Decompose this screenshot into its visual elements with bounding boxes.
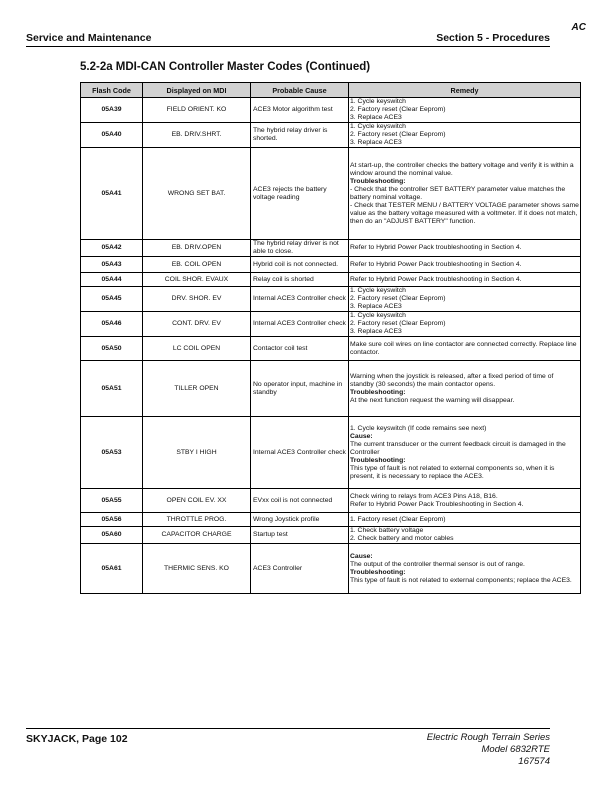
- remedy-cell: [349, 361, 581, 417]
- remedy-line: 1. Cycle keyswitch: [350, 312, 406, 319]
- table-row: [81, 312, 581, 337]
- probable-cause-cell: No operator input, machine in standby: [251, 361, 349, 417]
- header-rule: [26, 46, 550, 47]
- probable-cause-cell: EVxx coil is not connected: [251, 489, 349, 513]
- remedy-line: This type of fault is not related to external components so, when it is present, it is necessary to replace the ACE3.: [350, 464, 555, 480]
- probable-cause-cell: The hybrid relay driver is shorted.: [251, 123, 349, 148]
- remedy-line: Check wiring to relays from ACE3 Pins A18, B16.: [350, 492, 498, 500]
- remedy-line: - Check that TESTER MENU / BATTERY VOLTAGE parameter shows same value as the battery voltage measured with a voltmeter. If it does not match, then do an "ADJUST BATTERY" function.: [350, 201, 579, 225]
- remedy-cell: [349, 544, 581, 594]
- flash-code-cell: 05A53: [81, 417, 143, 489]
- remedy-line: 2. Factory reset (Clear Eeprom): [350, 131, 446, 138]
- flash-code-cell: 05A60: [81, 527, 143, 544]
- table-row: [81, 273, 581, 287]
- table-header-row: [81, 83, 581, 98]
- mdi-display-cell: OPEN COIL EV. XX: [143, 489, 251, 513]
- remedy-line: At the next function request the warning will disappear.: [350, 396, 515, 404]
- remedy-cell: [349, 527, 581, 544]
- probable-cause-cell: Internal ACE3 Controller check: [251, 417, 349, 489]
- corner-tag: AC: [571, 22, 586, 33]
- remedy-line: 3. Replace ACE3: [350, 303, 402, 310]
- remedy-cell: [349, 489, 581, 513]
- flash-code-cell: 05A42: [81, 240, 143, 257]
- footer-model: Model 6832RTE: [481, 744, 550, 755]
- flash-code-cell: 05A61: [81, 544, 143, 594]
- probable-cause-cell: Internal ACE3 Controller check: [251, 312, 349, 337]
- probable-cause-cell: Wrong Joystick profile: [251, 513, 349, 527]
- remedy-heading: Troubleshooting:: [350, 177, 406, 185]
- flash-code-cell: 05A55: [81, 489, 143, 513]
- page-header: [26, 32, 550, 44]
- table-row: [81, 123, 581, 148]
- remedy-line: - Check that the controller SET BATTERY parameter value matches the battery nominal voltage.: [350, 185, 566, 201]
- mdi-display-cell: CAPACITOR CHARGE: [143, 527, 251, 544]
- remedy-line: 2. Check battery and motor cables: [350, 535, 454, 542]
- mdi-display-cell: THERMIC SENS. KO: [143, 544, 251, 594]
- col-flash-code: Flash Code: [81, 83, 143, 98]
- probable-cause-cell: The hybrid relay driver is not able to close.: [251, 240, 349, 257]
- mdi-display-cell: COIL SHOR. EVAUX: [143, 273, 251, 287]
- table-row: [81, 361, 581, 417]
- remedy-cell: [349, 273, 581, 287]
- table-row: [81, 287, 581, 312]
- remedy-line: 2. Factory reset (Clear Eeprom): [350, 320, 446, 327]
- remedy-cell: [349, 148, 581, 240]
- remedy-line: This type of fault is not related to external components; replace the ACE3.: [350, 576, 572, 584]
- flash-code-cell: 05A41: [81, 148, 143, 240]
- mdi-display-cell: CONT. DRV. EV: [143, 312, 251, 337]
- mdi-display-cell: WRONG SET BAT.: [143, 148, 251, 240]
- table-row: [81, 417, 581, 489]
- remedy-cell: [349, 98, 581, 123]
- table-row: [81, 240, 581, 257]
- flash-code-cell: 05A43: [81, 257, 143, 273]
- table-row: [81, 337, 581, 361]
- table-row: [81, 257, 581, 273]
- footer-model-info: [427, 732, 550, 768]
- probable-cause-cell: ACE3 Controller: [251, 544, 349, 594]
- col-probable-cause: Probable Cause: [251, 83, 349, 98]
- header-right: Section 5 - Procedures: [436, 32, 550, 44]
- remedy-cell: [349, 240, 581, 257]
- remedy-line: 1. Cycle keyswitch (If code remains see next): [350, 424, 487, 432]
- footer-rule: [26, 728, 550, 729]
- remedy-line: 3. Replace ACE3: [350, 139, 402, 146]
- table-row: [81, 527, 581, 544]
- remedy-cell: [349, 257, 581, 273]
- remedy-line: Refer to Hybrid Power Pack troubleshooting in Section 4.: [350, 244, 522, 251]
- header-left: Service and Maintenance: [26, 32, 152, 44]
- remedy-line: 2. Factory reset (Clear Eeprom): [350, 106, 446, 113]
- remedy-cell: [349, 337, 581, 361]
- table-row: [81, 98, 581, 123]
- mdi-display-cell: TILLER OPEN: [143, 361, 251, 417]
- remedy-line: 3. Replace ACE3: [350, 328, 402, 335]
- mdi-display-cell: LC COIL OPEN: [143, 337, 251, 361]
- flash-code-cell: 05A40: [81, 123, 143, 148]
- probable-cause-cell: Startup test: [251, 527, 349, 544]
- remedy-heading: Troubleshooting:: [350, 568, 406, 576]
- mdi-display-cell: EB. DRIV.OPEN: [143, 240, 251, 257]
- remedy-cell: [349, 417, 581, 489]
- probable-cause-cell: Contactor coil test: [251, 337, 349, 361]
- remedy-line: 1. Factory reset (Clear Eeprom): [350, 515, 446, 523]
- col-displayed-on-mdi: Displayed on MDI: [143, 83, 251, 98]
- remedy-line: 1. Cycle keyswitch: [350, 123, 406, 130]
- remedy-heading: Cause:: [350, 552, 373, 560]
- remedy-line: The output of the controller thermal sensor is out of range.: [350, 560, 525, 568]
- col-remedy: Remedy: [349, 83, 581, 98]
- remedy-line: Refer to Hybrid Power Pack Troubleshooting in Section 4.: [350, 500, 524, 508]
- flash-code-cell: 05A51: [81, 361, 143, 417]
- remedy-line: 1. Check battery voltage: [350, 527, 424, 534]
- remedy-line: The current transducer or the current feedback circuit is damaged in the Controller: [350, 440, 566, 456]
- mdi-display-cell: STBY I HIGH: [143, 417, 251, 489]
- remedy-line: 2. Factory reset (Clear Eeprom): [350, 295, 446, 302]
- mdi-display-cell: FIELD ORIENT. KO: [143, 98, 251, 123]
- master-codes-table: [80, 82, 581, 594]
- remedy-line: Warning when the joystick is released, after a fixed period of time of standby (30 seconds) the main contactor opens.: [350, 372, 554, 388]
- probable-cause-cell: Internal ACE3 Controller check: [251, 287, 349, 312]
- flash-code-cell: 05A44: [81, 273, 143, 287]
- remedy-cell: [349, 123, 581, 148]
- remedy-line: 1. Cycle keyswitch: [350, 287, 406, 294]
- remedy-cell: [349, 513, 581, 527]
- footer-page: SKYJACK, Page 102: [26, 733, 128, 745]
- footer-doc-number: 167574: [518, 756, 550, 767]
- remedy-line: Make sure coil wires on line contactor are connected correctly. Replace line contactor.: [350, 340, 577, 356]
- section-title: 5.2-2a MDI-CAN Controller Master Codes (Continued): [80, 61, 371, 73]
- remedy-heading: Troubleshooting:: [350, 456, 406, 464]
- remedy-line: Refer to Hybrid Power Pack troubleshooting in Section 4.: [350, 275, 522, 283]
- remedy-line: 3. Replace ACE3: [350, 114, 402, 121]
- probable-cause-cell: Hybrid coil is not connected.: [251, 257, 349, 273]
- remedy-cell: [349, 287, 581, 312]
- table-body: [81, 98, 581, 594]
- remedy-heading: Cause:: [350, 432, 373, 440]
- flash-code-cell: 05A50: [81, 337, 143, 361]
- flash-code-cell: 05A56: [81, 513, 143, 527]
- remedy-line: At start-up, the controller checks the battery voltage and verify it is within a window around the nominal value.: [350, 161, 574, 177]
- probable-cause-cell: ACE3 Motor algorithm test: [251, 98, 349, 123]
- mdi-display-cell: THROTTLE PROG.: [143, 513, 251, 527]
- mdi-display-cell: EB. DRIV.SHRT.: [143, 123, 251, 148]
- table-row: [81, 148, 581, 240]
- remedy-line: Refer to Hybrid Power Pack troubleshooting in Section 4.: [350, 260, 522, 268]
- flash-code-cell: 05A45: [81, 287, 143, 312]
- flash-code-cell: 05A39: [81, 98, 143, 123]
- remedy-cell: [349, 312, 581, 337]
- probable-cause-cell: Relay coil is shorted: [251, 273, 349, 287]
- table-row: [81, 489, 581, 513]
- remedy-line: 1. Cycle keyswitch: [350, 98, 406, 105]
- footer-series: Electric Rough Terrain Series: [426, 732, 550, 743]
- table-row: [81, 544, 581, 594]
- mdi-display-cell: EB. COIL OPEN: [143, 257, 251, 273]
- flash-code-cell: 05A46: [81, 312, 143, 337]
- mdi-display-cell: DRV. SHOR. EV: [143, 287, 251, 312]
- probable-cause-cell: ACE3 rejects the battery voltage reading: [251, 148, 349, 240]
- table-row: [81, 513, 581, 527]
- remedy-heading: Troubleshooting:: [350, 388, 406, 396]
